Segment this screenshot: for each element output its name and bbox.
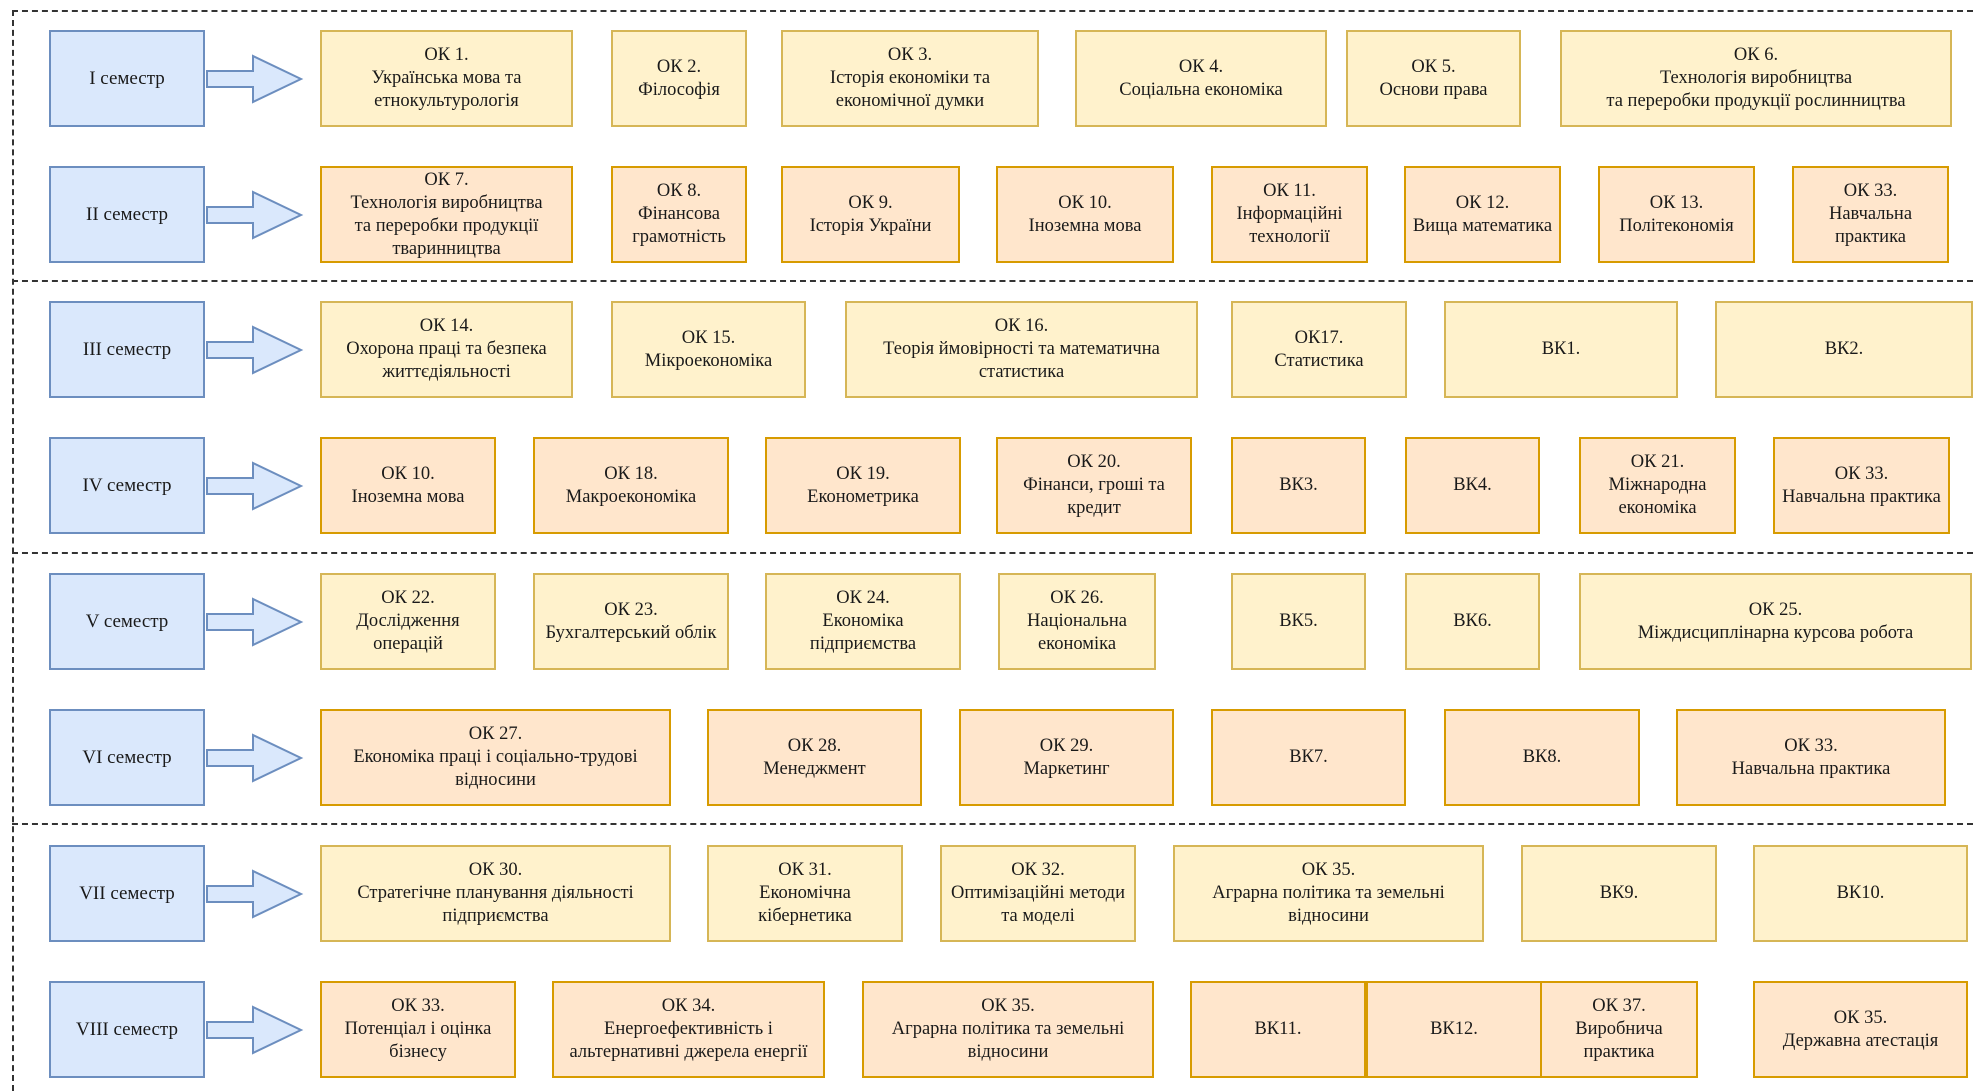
course-box: ОК 28. Менеджмент	[707, 709, 922, 806]
course-box: ОК 35. Аграрна політика та земельні відносини	[862, 981, 1154, 1078]
semester-box: IV семестр	[49, 437, 205, 534]
course-box: ОК 27. Економіка праці і соціально-трудові відносини	[320, 709, 671, 806]
arrow-right-icon	[205, 868, 305, 920]
left-border	[12, 10, 14, 1091]
course-box: ОК 31. Економічна кібернетика	[707, 845, 903, 942]
arrow-right-icon	[205, 460, 305, 512]
arrow-right-icon	[205, 53, 305, 105]
course-box: ВК8.	[1444, 709, 1640, 806]
arrow-right-icon	[205, 596, 305, 648]
course-box: ОК 33. Потенціал і оцінка бізнесу	[320, 981, 516, 1078]
semester-box: V семестр	[49, 573, 205, 670]
course-box: ОК17. Статистика	[1231, 301, 1407, 398]
course-box: ОК 18. Макроекономіка	[533, 437, 729, 534]
course-box: ОК 24. Економіка підприємства	[765, 573, 961, 670]
course-box: ВК1.	[1444, 301, 1678, 398]
year-separator	[12, 552, 1973, 554]
course-box: ОК 33. Навчальна практика	[1676, 709, 1946, 806]
semester-box: VI семестр	[49, 709, 205, 806]
semester-box: VII семестр	[49, 845, 205, 942]
semester-box: I семестр	[49, 30, 205, 127]
course-box: ОК 9. Історія України	[781, 166, 960, 263]
course-box: ОК 19. Економетрика	[765, 437, 961, 534]
course-box: ВК11.	[1190, 981, 1366, 1078]
course-box: ОК 6. Технологія виробництва та переробки продукції рослинництва	[1560, 30, 1952, 127]
course-box: ОК 14. Охорона праці та безпека життєдіяльності	[320, 301, 573, 398]
course-box: ОК 23. Бухгалтерський облік	[533, 573, 729, 670]
course-box: ВК12.	[1366, 981, 1542, 1078]
course-box: ОК 12. Вища математика	[1404, 166, 1561, 263]
arrow-right-icon	[205, 324, 305, 376]
course-box: ОК 20. Фінанси, гроші та кредит	[996, 437, 1192, 534]
arrow-right-icon	[205, 732, 305, 784]
course-box: ОК 33. Навчальна практика	[1773, 437, 1950, 534]
course-box: ОК 26. Національна економіка	[998, 573, 1156, 670]
course-box: ОК 35. Аграрна політика та земельні відносини	[1173, 845, 1484, 942]
course-box: ОК 37. Виробнича практика	[1540, 981, 1698, 1078]
semester-box: II семестр	[49, 166, 205, 263]
course-box: ОК 11. Інформаційні технології	[1211, 166, 1368, 263]
course-box: ОК 5. Основи права	[1346, 30, 1521, 127]
top-border	[12, 10, 1973, 12]
course-box: ВК7.	[1211, 709, 1406, 806]
course-box: ОК 34. Енергоефективність і альтернативні джерела енергії	[552, 981, 825, 1078]
course-box: ВК6.	[1405, 573, 1540, 670]
course-box: ВК10.	[1753, 845, 1968, 942]
course-box: ВК2.	[1715, 301, 1973, 398]
year-separator	[12, 823, 1973, 825]
course-box: ОК 3. Історія економіки та економічної думки	[781, 30, 1039, 127]
semester-box: VIII семестр	[49, 981, 205, 1078]
course-box: ВК5.	[1231, 573, 1366, 670]
semester-box: III семестр	[49, 301, 205, 398]
course-box: ОК 21. Міжнародна економіка	[1579, 437, 1736, 534]
course-box: ОК 10. Іноземна мова	[320, 437, 496, 534]
course-box: ОК 2. Філософія	[611, 30, 747, 127]
course-box: ОК 16. Теорія ймовірності та математична статистика	[845, 301, 1198, 398]
course-box: ОК 4. Соціальна економіка	[1075, 30, 1327, 127]
arrow-right-icon	[205, 1004, 305, 1056]
course-box: ОК 1. Українська мова та етнокультурологія	[320, 30, 573, 127]
year-separator	[12, 280, 1973, 282]
course-box: ОК 32. Оптимізаційні методи та моделі	[940, 845, 1136, 942]
course-box: ВК9.	[1521, 845, 1717, 942]
course-box: ОК 30. Стратегічне планування діяльності підприємства	[320, 845, 671, 942]
course-box: ОК 25. Міждисциплінарна курсова робота	[1579, 573, 1972, 670]
course-box: ОК 33. Навчальна практика	[1792, 166, 1949, 263]
course-box: ОК 13. Політекономія	[1598, 166, 1755, 263]
course-box: ВК4.	[1405, 437, 1540, 534]
course-box: ВК3.	[1231, 437, 1366, 534]
course-box: ОК 22. Дослідження операцій	[320, 573, 496, 670]
course-box: ОК 8. Фінансова грамотність	[611, 166, 747, 263]
course-box: ОК 7. Технологія виробництва та переробки продукції тваринництва	[320, 166, 573, 263]
course-box: ОК 29. Маркетинг	[959, 709, 1174, 806]
course-box: ОК 10. Іноземна мова	[996, 166, 1174, 263]
course-box: ОК 15. Мікроекономіка	[611, 301, 806, 398]
course-box: ОК 35. Державна атестація	[1753, 981, 1968, 1078]
arrow-right-icon	[205, 189, 305, 241]
